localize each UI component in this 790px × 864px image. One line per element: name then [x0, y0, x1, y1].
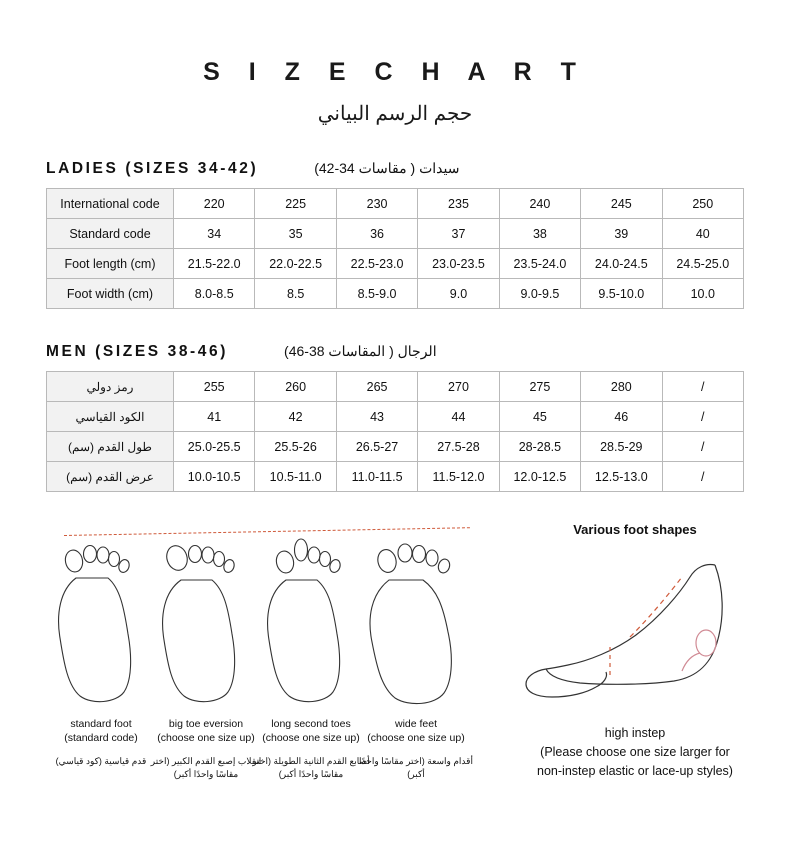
page-title-arabic: حجم الرسم البياني [317, 103, 473, 125]
table-cell: 9.5-10.0 [581, 279, 662, 309]
table-cell: 43 [336, 402, 417, 432]
table-cell: 11.5-12.0 [418, 462, 499, 492]
table-row [47, 402, 744, 432]
table-cell: 10.5-11.0 [255, 462, 336, 492]
table-cell: 24.0-24.5 [581, 249, 662, 279]
table-cell: 12.0-12.5 [499, 462, 580, 492]
foot-illustrations-row [46, 528, 476, 713]
table-cell: 25.0-25.5 [174, 432, 255, 462]
row-label: عرض القدم (سم) [47, 462, 174, 492]
table-cell: 9.0 [418, 279, 499, 309]
foot-wide-icon [361, 528, 476, 713]
table-cell: 28.5-29 [581, 432, 662, 462]
table-cell: 46 [581, 402, 662, 432]
high-instep-caption [500, 724, 770, 781]
ladies-section-heading [0, 160, 790, 178]
table-row [47, 219, 744, 249]
table-cell: 220 [174, 189, 255, 219]
men-heading-en: MEN (SIZES 38-46) [46, 343, 229, 360]
page-title: S I Z E C H A R T [203, 58, 587, 86]
caption-arabic: أقدام واسعة (اختر مقاسًا واحدًا أكبر) [359, 756, 473, 779]
foot-standard-icon [46, 528, 156, 713]
caption-arabic: أصابع القدم الثانية الطويلة (اختر مقاسًا واحدًا أكبر) [252, 756, 370, 779]
caption-line-1: standard foot [70, 718, 132, 730]
table-cell: 270 [418, 372, 499, 402]
foot-caption-wide-feet [354, 717, 478, 781]
table-cell: 12.5-13.0 [581, 462, 662, 492]
table-cell: 8.0-8.5 [174, 279, 255, 309]
row-label: Foot length (cm) [47, 249, 174, 279]
table-cell: 240 [499, 189, 580, 219]
row-label: الكود القياسي [47, 402, 174, 432]
table-cell: 8.5 [255, 279, 336, 309]
table-row [47, 372, 744, 402]
caption-line-2: (choose one size up) [367, 732, 465, 744]
table-cell: 22.5-23.0 [336, 249, 417, 279]
table-cell: 8.5-9.0 [336, 279, 417, 309]
instep-caption-line-3: non-instep elastic or lace-up styles) [537, 764, 733, 778]
row-label: طول القدم (سم) [47, 432, 174, 462]
table-cell: 39 [581, 219, 662, 249]
table-row [47, 462, 744, 492]
table-cell: 45 [499, 402, 580, 432]
foot-shapes-area [0, 522, 790, 828]
table-cell: 245 [581, 189, 662, 219]
table-cell: / [662, 432, 743, 462]
foot-shapes-right [500, 522, 770, 781]
table-cell: 26.5-27 [336, 432, 417, 462]
table-cell: 10.0 [662, 279, 743, 309]
table-cell: 23.5-24.0 [499, 249, 580, 279]
table-cell: 23.0-23.5 [418, 249, 499, 279]
various-foot-shapes-title: Various foot shapes [573, 522, 697, 537]
table-cell: 34 [174, 219, 255, 249]
table-cell: 255 [174, 372, 255, 402]
table-cell: 24.5-25.0 [662, 249, 743, 279]
table-cell: 10.0-10.5 [174, 462, 255, 492]
table-row [47, 189, 744, 219]
table-cell: 250 [662, 189, 743, 219]
table-cell: 44 [418, 402, 499, 432]
table-cell: 36 [336, 219, 417, 249]
table-cell: / [662, 462, 743, 492]
caption-arabic: قدم قياسية (كود قياسي) [55, 756, 147, 766]
table-cell: 22.0-22.5 [255, 249, 336, 279]
table-cell: 9.0-9.5 [499, 279, 580, 309]
caption-line-2: (choose one size up) [262, 732, 360, 744]
table-row [47, 249, 744, 279]
caption-arabic: انقلاب إصبع القدم الكبير (اختر مقاسًا واحدًا أكبر) [150, 756, 262, 779]
caption-line-1: long second toes [271, 718, 351, 730]
table-cell: 37 [418, 219, 499, 249]
foot-shapes-left [46, 528, 476, 827]
table-cell: 21.5-22.0 [174, 249, 255, 279]
caption-line-2: (choose one size up) [157, 732, 255, 744]
table-cell: 38 [499, 219, 580, 249]
table-cell: 40 [662, 219, 743, 249]
table-row [47, 432, 744, 462]
caption-line-1: big toe eversion [168, 718, 244, 730]
foot-big-toe-eversion-icon [151, 528, 261, 713]
caption-line-1: wide feet [394, 718, 438, 730]
table-cell: 27.5-28 [418, 432, 499, 462]
table-cell: / [662, 402, 743, 432]
table-cell: 275 [499, 372, 580, 402]
ladies-table-wrap [0, 188, 790, 309]
row-label: Foot width (cm) [47, 279, 174, 309]
table-cell: 225 [255, 189, 336, 219]
table-cell: / [662, 372, 743, 402]
ladies-size-table [46, 188, 744, 309]
row-label: رمز دولي [47, 372, 174, 402]
row-label: Standard code [47, 219, 174, 249]
table-cell: 230 [336, 189, 417, 219]
table-cell: 25.5-26 [255, 432, 336, 462]
men-table-wrap [0, 371, 790, 492]
table-cell: 28-28.5 [499, 432, 580, 462]
table-cell: 235 [418, 189, 499, 219]
row-label: International code [47, 189, 174, 219]
table-row [47, 279, 744, 309]
table-cell: 41 [174, 402, 255, 432]
table-cell: 42 [255, 402, 336, 432]
men-heading-ar: الرجال ( المقاسات 38-46) [284, 343, 437, 359]
table-cell: 260 [255, 372, 336, 402]
men-section-heading [0, 343, 790, 361]
instep-caption-line-1: high instep [604, 726, 666, 740]
men-size-table [46, 371, 744, 492]
high-instep-foot-icon [510, 543, 760, 713]
ladies-heading-ar: سيدات ( مقاسات 34-42) [314, 160, 460, 176]
table-cell: 280 [581, 372, 662, 402]
table-cell: 11.0-11.5 [336, 462, 417, 492]
table-cell: 265 [336, 372, 417, 402]
instep-caption-line-2: (Please choose one size larger for [540, 745, 730, 759]
caption-line-2: (standard code) [64, 732, 138, 744]
title-block [0, 0, 790, 126]
foot-long-second-toe-icon [256, 528, 366, 713]
foot-captions [46, 717, 476, 827]
ladies-heading-en: LADIES (SIZES 34-42) [46, 160, 259, 177]
table-cell: 35 [255, 219, 336, 249]
